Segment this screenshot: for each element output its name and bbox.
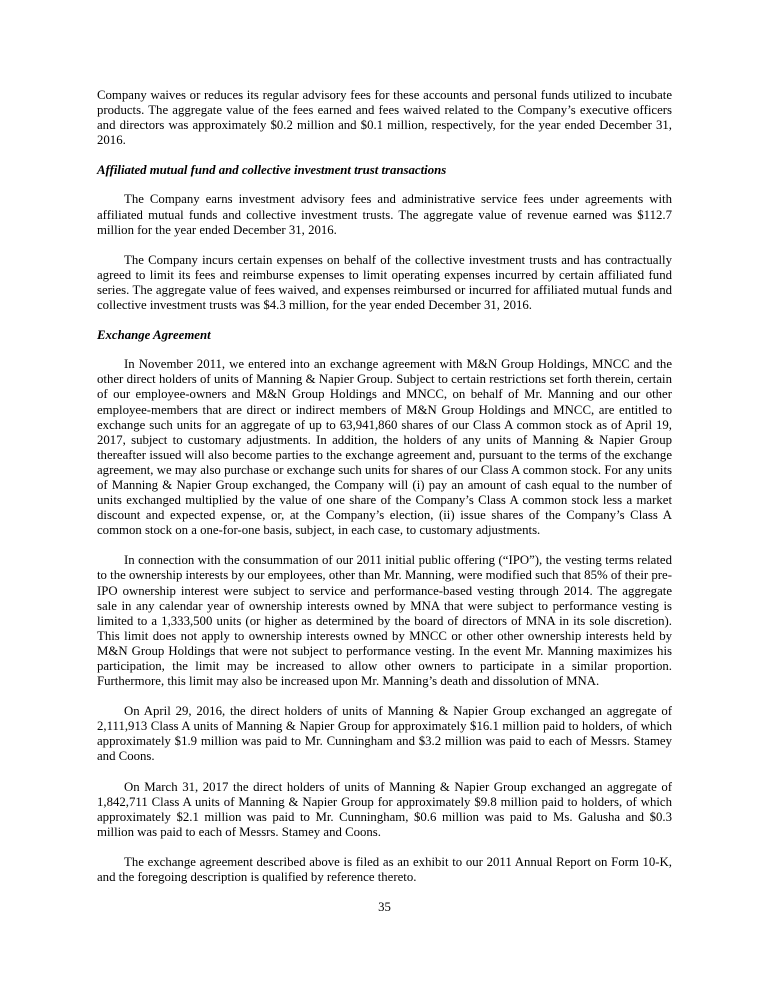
paragraph-ipo-vesting: In connection with the consummation of our 2011 initial public offering (“IPO”), the vesting terms related to the ownership interests by our employees, other than Mr. Manning, were modified such that 85% of their pre-IPO ownership interest were subject to service and performance-based vesting through 2014. The aggregate sale in any calendar year of ownership interests owned by MNA that were subject to performance vesting is limited to a 1,333,500 units (or higher as determined by the board of directors of MNA in its sole discretion). This limit does not apply to ownership interests owned by MNCC or other other ownership interests held by M&N Group Holdings that were not subject to performance vesting. In the event Mr. Manning maximizes his participation, the limit may be increased to allow other owners to participate in a similar proportion. Furthermore, this limit may also be increased upon Mr. Manning’s death and dissolution of MNA. (97, 553, 672, 689)
paragraph-revenue-earned: The Company earns investment advisory fees and administrative service fees under agreements with affiliated mutual funds and collective investment trusts. The aggregate value of revenue earned was $112.7 million for the year ended December 31, 2016. (97, 192, 672, 237)
paragraph-exhibit-reference: The exchange agreement described above is filed as an exhibit to our 2011 Annual Report on Form 10-K, and the foregoing description is qualified by reference thereto. (97, 854, 672, 885)
paragraph-continuation: Company waives or reduces its regular advisory fees for these accounts and personal funds utilized to incubate products. The aggregate value of the fees earned and fees waived related to the Company’s executive officers and directors was approximately $0.2 million and $0.1 million, respectively, for the year ended December 31, 2016. (97, 88, 672, 148)
paragraph-exchange-agreement: In November 2011, we entered into an exchange agreement with M&N Group Holdings, MNCC and the other direct holders of units of Manning & Napier Group. Subject to certain restrictions set forth therein, certain of our employee-owners and M&N Group Holdings and MNCC, on behalf of Mr. Manning and our other employee-members that are direct or indirect members of M&N Group Holdings and MNCC, are entitled to exchange such units for an aggregate of up to 63,941,860 shares of our Class A common stock as of April 19, 2017, subject to customary adjustments. In addition, the holders of any units of Manning & Napier Group thereafter issued will also become parties to the exchange agreement and, pursuant to the terms of the exchange agreement, we may also purchase or exchange such units for shares of our Class A common stock. For any units of Manning & Napier Group exchanged, the Company will (i) pay an amount of cash equal to the number of units exchanged multiplied by the value of one share of the Company’s Class A common stock less a market discount and expected expense, or, at the Company’s election, (ii) issue shares of the Company’s Class A common stock on a one-for-one basis, subject, in each case, to customary adjustments. (97, 357, 672, 538)
paragraph-april-2016-exchange: On April 29, 2016, the direct holders of units of Manning & Napier Group exchanged an aggregate of 2,111,913 Class A units of Manning & Napier Group for approximately $16.1 million paid to holders, of which approximately $1.9 million was paid to Mr. Cunningham and $3.2 million was paid to each of Messrs. Stamey and Coons. (97, 704, 672, 764)
section-heading-affiliated-transactions: Affiliated mutual fund and collective investment trust transactions (97, 163, 447, 178)
page-number: 35 (378, 900, 391, 915)
paragraph-march-2017-exchange: On March 31, 2017 the direct holders of units of Manning & Napier Group exchanged an aggregate of 1,842,711 Class A units of Manning & Napier Group for approximately $9.8 million paid to holders, of which approximately $2.1 million was paid to Mr. Cunningham, $0.6 million was paid to Ms. Galusha and $0.3 million was paid to each of Messrs. Stamey and Coons. (97, 779, 672, 839)
paragraph-expenses-incurred: The Company incurs certain expenses on behalf of the collective investment trusts and has contractually agreed to limit its fees and reimburse expenses to limit operating expenses incurred by certain affiliated fund series. The aggregate value of fees waived, and expenses reimbursed or incurred for affiliated mutual funds and collective investment trusts was $4.3 million, for the year ended December 31, 2016. (97, 252, 672, 313)
section-heading-exchange-agreement: Exchange Agreement (97, 328, 211, 343)
